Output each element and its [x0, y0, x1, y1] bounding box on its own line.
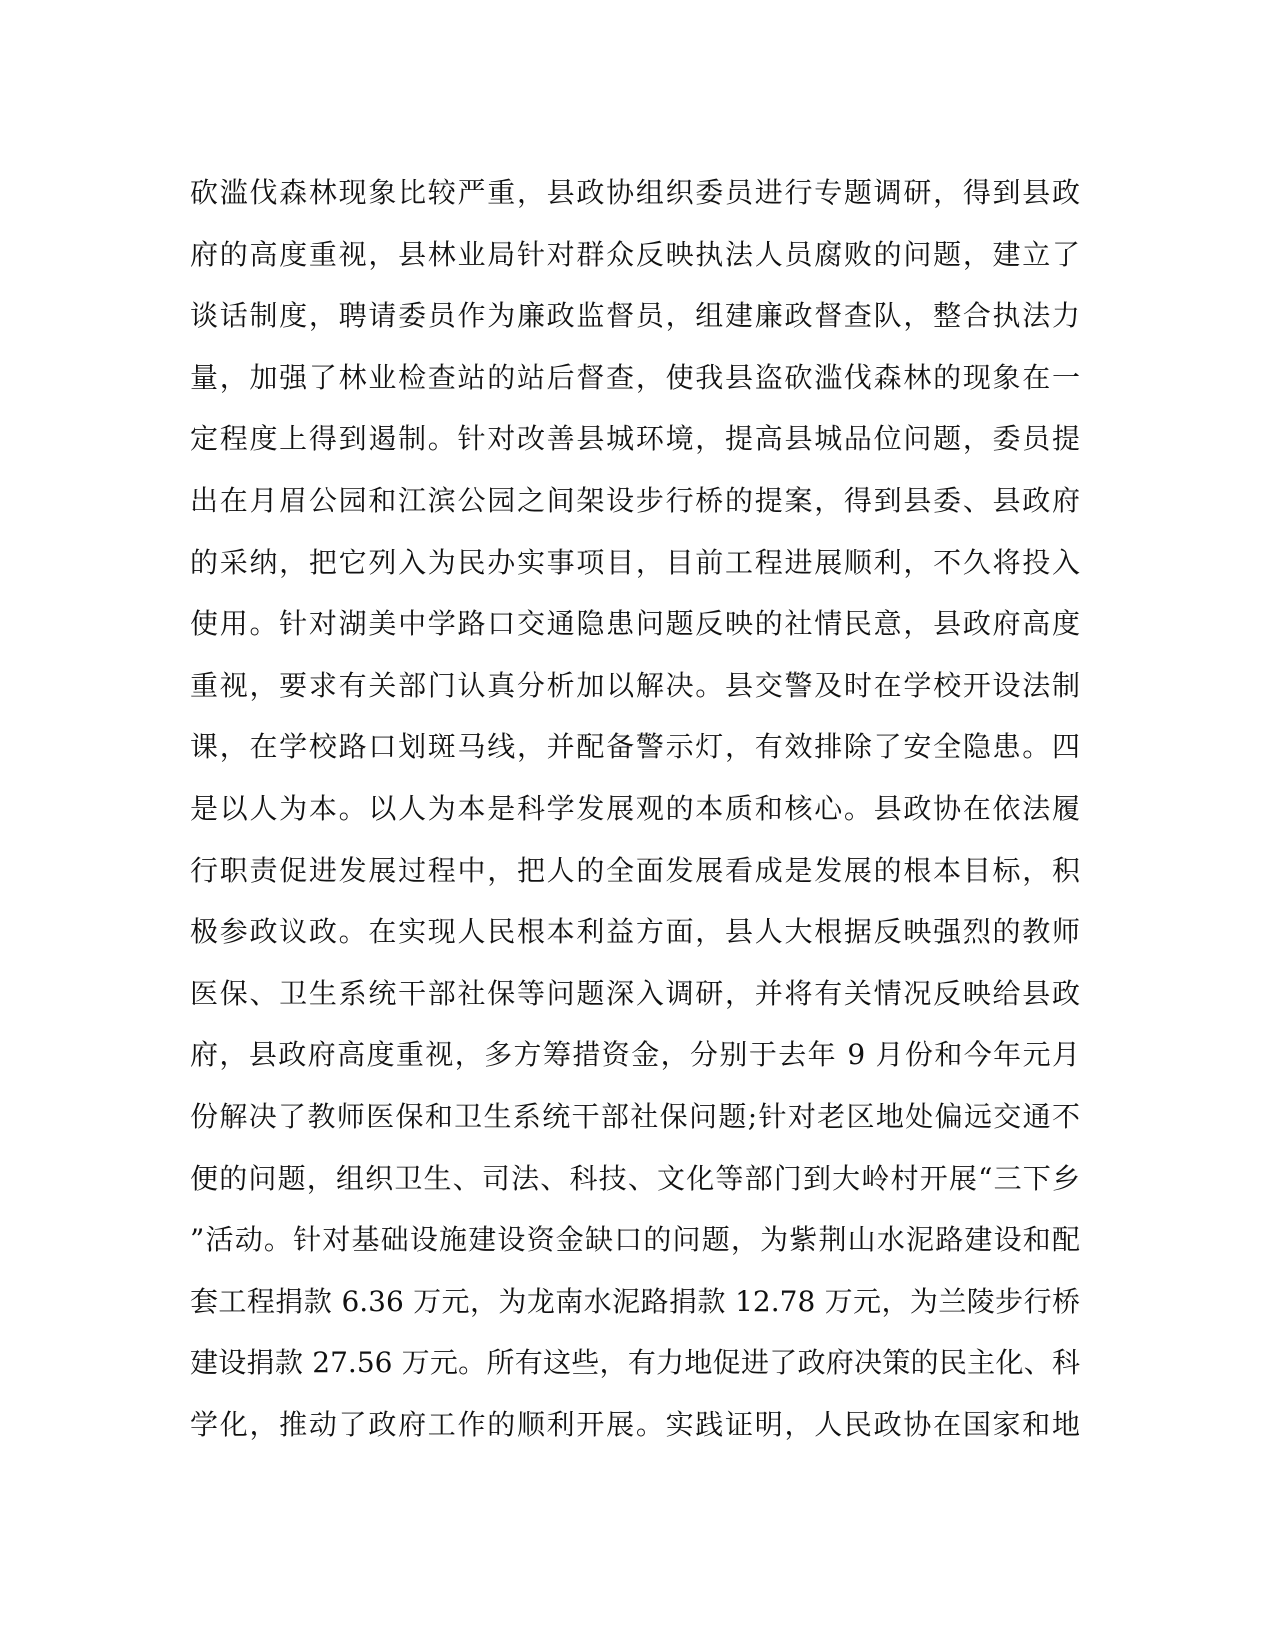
- text-line: 便的问题，组织卫生、司法、科技、文化等部门到大岭村开展“三下乡: [190, 1161, 1080, 1195]
- text-line: 行职责促进发展过程中，把人的全面发展看成是发展的根本目标，积: [190, 853, 1080, 887]
- text-line: 府，县政府高度重视，多方筹措资金，分别于去年 9 月份和今年元月: [190, 1038, 1080, 1072]
- text-line: 定程度上得到遏制。针对改善县城环境，提高县城品位问题，委员提: [190, 422, 1080, 456]
- text-line: 谈话制度，聘请委员作为廉政监督员，组建廉政督查队，整合执法力: [190, 299, 1080, 333]
- text-line: 的采纳，把它列入为民办实事项目，目前工程进展顺利，不久将投入: [190, 545, 1080, 579]
- text-line: 是以人为本。以人为本是科学发展观的本质和核心。县政协在依法履: [190, 791, 1080, 825]
- text-line: 重视，要求有关部门认真分析加以解决。县交警及时在学校开设法制: [190, 668, 1080, 702]
- text-line: 医保、卫生系统干部社保等问题深入调研，并将有关情况反映给县政: [190, 976, 1080, 1010]
- text-line: ”活动。针对基础设施建设资金缺口的问题，为紫荆山水泥路建设和配: [190, 1223, 1080, 1257]
- text-line: 课，在学校路口划斑马线，并配备警示灯，有效排除了安全隐患。四: [190, 730, 1080, 764]
- text-line: 学化，推动了政府工作的顺利开展。实践证明，人民政协在国家和地: [190, 1407, 1080, 1441]
- text-line: 份解决了教师医保和卫生系统干部社保问题;针对老区地处偏远交通不: [190, 1099, 1080, 1133]
- text-line: 出在月眉公园和江滨公园之间架设步行桥的提案，得到县委、县政府: [190, 483, 1080, 517]
- text-line: 量，加强了林业检查站的站后督查，使我县盗砍滥伐森林的现象在一: [190, 360, 1080, 394]
- text-line: 砍滥伐森林现象比较严重，县政协组织委员进行专题调研，得到县政: [190, 176, 1080, 209]
- text-line: 套工程捐款 6.36 万元，为龙南水泥路捐款 12.78 万元，为兰陵步行桥: [190, 1284, 1080, 1318]
- text-line: 极参政议政。在实现人民根本利益方面，县人大根据反映强烈的教师: [190, 915, 1080, 949]
- body-text: [190, 162, 1080, 1455]
- text-line: 府的高度重视，县林业局针对群众反映执法人员腐败的问题，建立了: [190, 237, 1080, 271]
- text-line: 使用。针对湖美中学路口交通隐患问题反映的社情民意，县政府高度: [190, 607, 1080, 641]
- text-line: 建设捐款 27.56 万元。所有这些，有力地促进了政府决策的民主化、科: [190, 1346, 1080, 1380]
